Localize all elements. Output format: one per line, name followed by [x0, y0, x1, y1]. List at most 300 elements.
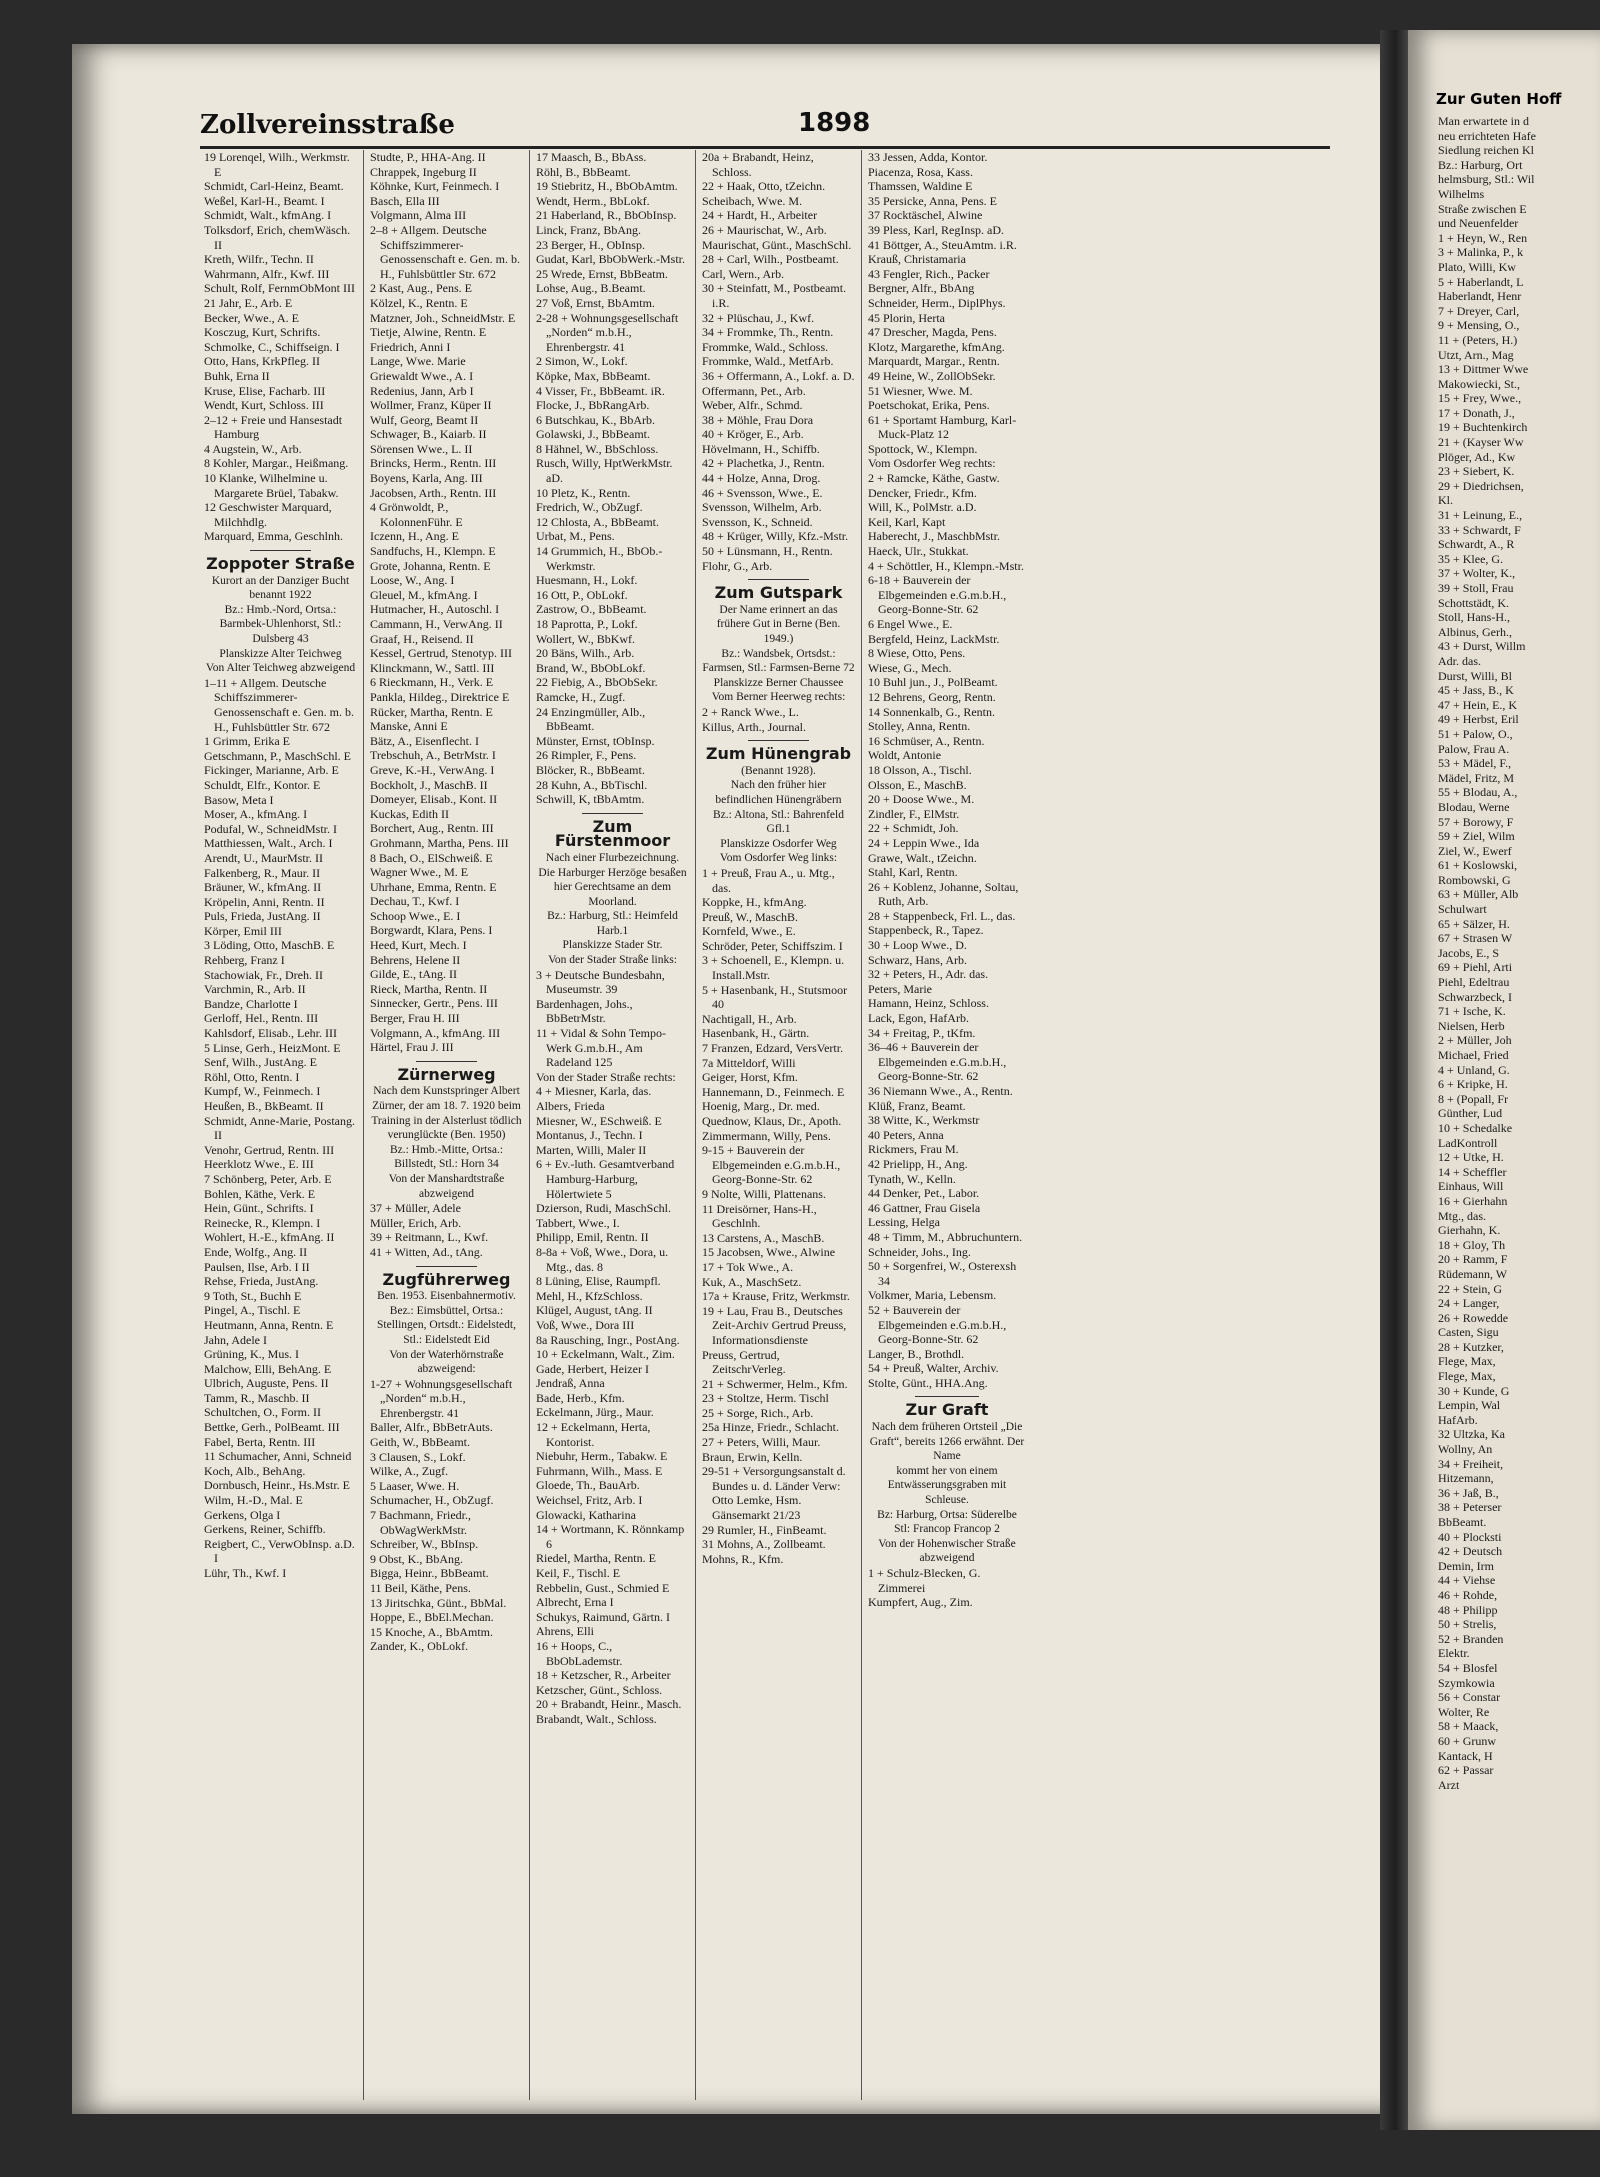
directory-entry: Hövelmann, H., Schiffb.: [702, 441, 820, 456]
right-page-line: 33 + Schwardt, F: [1438, 522, 1521, 537]
directory-entry: 24 + Hardt, H., Arbeiter: [702, 208, 818, 223]
directory-entry: Kröpelin, Anni, Rentn. II: [204, 894, 325, 909]
directory-entry: Heußen, B., BkBeamt. II: [204, 1099, 324, 1113]
section-divider: [915, 1396, 978, 1397]
directory-entry: Dzierson, Rudi, MaschSchl.: [536, 1201, 671, 1216]
directory-entry: Will, K., PolMstr. a.D.: [868, 500, 977, 515]
street-heading: Zum Gutspark: [714, 583, 843, 603]
right-page-line: Szymkowia: [1438, 1675, 1495, 1690]
right-page-line: 11 + (Peters, H.): [1438, 332, 1518, 347]
directory-entry: 12 Chlosta, A., BbBeamt.: [536, 514, 659, 529]
directory-entry: 1–11 + Allgem. Deutsche Schiffszimmerer-Genossenschaft e. Gen. m. b. H., Fuhlsbüttler Str. 672: [204, 675, 354, 734]
directory-entry: Marquard, Emma, Geschlnh.: [204, 529, 343, 544]
directory-entry: Poetschokat, Erika, Pens.: [868, 398, 990, 413]
directory-entry: 3 Clausen, S., Lokf.: [370, 1449, 466, 1464]
directory-entry: Rücker, Martha, Rentn. E: [370, 704, 493, 719]
street-description: Nach den früher hier befindlichen Hünengräbern: [715, 779, 842, 806]
header-page-number: 1898: [798, 108, 871, 138]
right-page-line: 69 + Piehl, Arti: [1438, 960, 1513, 975]
right-page-line: 30 + Kunde, G: [1438, 1383, 1510, 1398]
right-page-line: 56 + Constar: [1438, 1690, 1501, 1705]
right-page-line: Utzt, Arn., Mag: [1438, 347, 1514, 362]
directory-entry: 45 Plorin, Herta: [868, 310, 945, 325]
directory-entry: Stahl, Karl, Rentn.: [868, 865, 958, 880]
directory-entry: Maurischat, Günt., MaschSchl.: [702, 237, 852, 252]
directory-entry: Bettke, Gerh., PolBeamt. III: [204, 1420, 340, 1435]
directory-entry: 20 + Brabandt, Heinr., Masch.: [536, 1697, 682, 1712]
directory-entry: Ramcke, H., Zugf.: [536, 689, 626, 704]
street-description: Von Alter Teichweg abzweigend: [205, 662, 356, 675]
street-description: Bz: Harburg, Ortsa: Süderelbe Stl: Francop Francop 2: [877, 1508, 1017, 1536]
right-page-line: 47 + Hein, E., K: [1438, 697, 1518, 712]
right-page-line: 17 + Donath, J.,: [1438, 405, 1515, 420]
directory-entry: 4 Augstein, W., Arb.: [204, 441, 302, 456]
directory-entry: 18 Olsson, A., Tischl.: [868, 762, 972, 777]
directory-entry: Iczenn, H., Ang. E: [370, 529, 459, 544]
street-description: kommt her von einem Entwässerungsgraben mit Schleuse.: [887, 1464, 1007, 1507]
right-page-line: Gierhahn, K.: [1438, 1223, 1501, 1238]
right-page-line: 22 + Stein, G: [1438, 1281, 1503, 1296]
right-page-line: HafArb.: [1438, 1412, 1478, 1427]
directory-entry: Trebschuh, A., BetrMstr. I: [370, 748, 496, 763]
directory-entry: Ende, Wolfg., Ang. II: [204, 1244, 308, 1259]
directory-entry: 11 Beil, Käthe, Pens.: [370, 1581, 471, 1595]
directory-entry: 61 + Sportamt Hamburg, Karl-Muck-Platz 12: [868, 412, 1017, 442]
directory-entry: Zimmermann, Willy, Pens.: [702, 1128, 831, 1143]
directory-entry: Griewaldt Wwe., A. I: [370, 368, 474, 383]
directory-entry: 10 Buhl jun., J., PolBeamt.: [868, 675, 998, 690]
directory-entry: 5 + Hasenbank, H., Stutsmoor 40: [702, 982, 848, 1012]
directory-entry: Klotz, Margarethe, kfmAng.: [868, 339, 1005, 354]
directory-entry: 27 + Peters, Willi, Maur.: [702, 1435, 821, 1450]
directory-entry: Boyens, Karla, Ang. III: [370, 471, 483, 486]
directory-entry: 22 Fiebig, A., BbObSekr.: [536, 675, 658, 690]
directory-entry: Jahn, Adele I: [204, 1332, 267, 1347]
right-page-line: Wollny, An: [1438, 1442, 1493, 1457]
directory-entry: Albrecht, Erna I: [536, 1595, 614, 1610]
directory-entry: 11 Dreisörner, Hans-H., Geschlnh.: [702, 1201, 817, 1231]
right-page-line: Makowiecki, St.,: [1438, 376, 1520, 391]
directory-entry: Ahrens, Elli: [536, 1624, 594, 1639]
right-page-line: Schottstädt, K.: [1438, 595, 1509, 610]
right-page-line: helmsburg, Stl.: Wil: [1438, 172, 1535, 187]
right-page-line: 65 + Sälzer, H.: [1438, 916, 1510, 931]
directory-entry: 4 Visser, Fr., BbBeamt. iR.: [536, 383, 665, 398]
directory-entry: Frommke, Wald., MetfArb.: [702, 354, 834, 369]
directory-entry: 35 Persicke, Anna, Pens. E: [868, 193, 997, 208]
directory-entry: Ketzscher, Günt., Schloss.: [536, 1682, 663, 1697]
directory-entry: 29 Rumler, H., FinBeamt.: [702, 1522, 827, 1537]
directory-entry: Tamm, R., Maschb. II: [204, 1390, 310, 1405]
directory-entry: 30 + Loop Wwe., D.: [868, 938, 967, 953]
directory-entry: Kuckas, Edith II: [370, 806, 449, 821]
right-page-line: 29 + Diedrichsen,: [1438, 478, 1524, 493]
directory-entry: 25a Hinze, Friedr., Schlacht.: [702, 1420, 839, 1435]
right-page-line: Blodau, Werne: [1438, 799, 1510, 814]
directory-entry: Montanus, J., Techn. I: [536, 1128, 643, 1143]
directory-entry: Vom Osdorfer Weg rechts:: [868, 456, 996, 471]
right-page-line: Flege, Max,: [1438, 1369, 1496, 1384]
directory-entry: Basch, Ella III: [370, 193, 440, 208]
directory-entry: 42 + Plachetka, J., Rentn.: [702, 456, 825, 471]
directory-entry: Bardenhagen, Johs., BbBetrMstr.: [536, 996, 633, 1026]
directory-entry: 20 + Doose Wwe., M.: [868, 792, 975, 807]
directory-entry: Grüning, K., Mus. I: [204, 1347, 299, 1362]
directory-entry: Tabbert, Wwe., I.: [536, 1215, 620, 1230]
directory-entry: 46 + Svensson, Wwe., E.: [702, 485, 823, 500]
directory-entry: 36 Niemann Wwe., A., Rentn.: [868, 1084, 1013, 1098]
right-page-line: Mädel, Fritz, M: [1438, 770, 1514, 785]
directory-entry: Gerloff, Hel., Rentn. III: [204, 1011, 319, 1026]
directory-entry: 15 Knoche, A., BbAmtm.: [370, 1624, 493, 1639]
directory-entry: 12 Behrens, Georg, Rentn.: [868, 689, 996, 704]
directory-entry: 28 Kuhn, A., BbTischl.: [536, 777, 648, 792]
directory-entry: 2–12 + Freie und Hansestadt Hamburg: [204, 412, 343, 442]
directory-entry: Gerkens, Olga I: [204, 1507, 281, 1522]
directory-entry: Fuhrmann, Wilh., Mass. E: [536, 1463, 663, 1478]
street-description: Vom Berner Heerweg rechts:: [711, 691, 846, 704]
right-page-line: Günther, Lud: [1438, 1106, 1503, 1121]
directory-entry: Schneider, Herm., DiplPhys.: [868, 295, 1006, 310]
directory-entry: Reinecke, R., Klempn. I: [204, 1215, 321, 1230]
right-page-line: Wilhelms: [1438, 186, 1485, 201]
directory-entry: Kessel, Gertrud, Stenotyp. III: [370, 646, 512, 661]
directory-entry: Albers, Frieda: [536, 1099, 605, 1113]
directory-entry: 21 + Schwermer, Helm., Kfm.: [702, 1376, 848, 1391]
right-page-line: 40 + Plocksti: [1438, 1529, 1502, 1544]
directory-entry: 44 Denker, Pet., Labor.: [868, 1186, 980, 1201]
directory-entry: Linck, Franz, BbAng.: [536, 222, 641, 237]
right-page-line: 45 + Jass, B., K: [1438, 683, 1514, 698]
column-2: [364, 150, 530, 2100]
directory-entry: Marquardt, Margar., Rentn.: [868, 354, 1000, 369]
directory-entry: 50 + Sorgenfrei, W., Osterexsh 34: [868, 1259, 1017, 1288]
directory-entry: Wagner Wwe., M. E: [370, 865, 469, 880]
directory-entry: Huesmann, H., Lokf.: [536, 573, 638, 588]
directory-entry: Rusch, Willy, HptWerkMstr. aD.: [536, 456, 673, 486]
directory-entry: 3 + Deutsche Bundesbahn, Museumstr. 39: [536, 967, 665, 997]
directory-entry: 21 Haberland, R., BbObInsp.: [536, 208, 677, 223]
directory-entry: Schwill, K, tBbAmtm.: [536, 792, 645, 807]
directory-entry: Lack, Egon, HafArb.: [868, 1011, 969, 1026]
directory-entry: 6-18 + Bauverein der Elbgemeinden e.G.m.b.H., Georg-Bonne-Str. 62: [868, 573, 1007, 617]
right-page-line: Schwarzbeck, I: [1438, 989, 1512, 1004]
directory-entry: Stolte, Günt., HHA.Ang.: [868, 1375, 988, 1390]
directory-entry: Frommke, Wald., Schloss.: [702, 339, 829, 354]
next-page-edge: [1408, 30, 1600, 2130]
directory-entry: 17a + Krause, Fritz, Werkmstr.: [702, 1289, 850, 1304]
directory-entry: 6 Engel Wwe., E.: [868, 617, 953, 631]
directory-entry: Peters, Marie: [868, 981, 932, 996]
right-page-line: 42 + Deutsch: [1438, 1544, 1503, 1559]
directory-entry: Buhk, Erna II: [204, 368, 270, 383]
directory-entry: Brand, W., BbObLokf.: [536, 660, 646, 675]
directory-entry: 36–46 + Bauverein der Elbgemeinden e.G.m.b.H., Georg-Bonne-Str. 62: [868, 1040, 1007, 1084]
directory-entry: Wohlert, H.-E., kfmAng. II: [204, 1230, 335, 1245]
directory-entry: Rehse, Frieda, JustAng.: [204, 1274, 319, 1289]
right-page-line: Wolter, Re: [1438, 1704, 1490, 1719]
right-page-line: 23 + Siebert, K.: [1438, 464, 1515, 479]
directory-entry: 39 Pless, Karl, RegInsp. aD.: [868, 222, 1004, 237]
directory-entry: Rebbelin, Gust., Schmied E: [536, 1580, 670, 1595]
directory-entry: 9 Toth, St., Buchh E: [204, 1288, 302, 1303]
right-page-line: 28 + Kutzker,: [1438, 1339, 1504, 1354]
directory-entry: Hoppe, E., BbEl.Mechan.: [370, 1610, 494, 1625]
street-description: Bz.: Hmb.-Mitte, Ortsa.: Billstedt, Stl.: Horn 34: [389, 1143, 504, 1171]
directory-entry: 28 + Stappenbeck, Frl. L., das.: [868, 908, 1016, 923]
directory-entry: Pingel, A., Tischl. E: [204, 1303, 301, 1318]
right-page-line: und Neuenfelder: [1438, 216, 1519, 231]
directory-entry: 36 + Offermann, A., Lokf. a. D.: [702, 368, 855, 383]
directory-entry: Schumacher, H., ObZugf.: [370, 1493, 494, 1508]
directory-entry: 8 Bach, O., ElSchweiß. E: [370, 850, 493, 865]
right-page-line: 1 + Heyn, W., Ren: [1438, 230, 1528, 245]
directory-entry: 34 + Frommke, Th., Rentn.: [702, 325, 834, 340]
directory-entry: 49 Heine, W., ZollObSekr.: [868, 368, 996, 383]
directory-entry: Stolley, Anna, Rentn.: [868, 719, 971, 734]
directory-entry: 19 Lorenqel, Wilh., Werkmstr. E: [204, 150, 350, 179]
directory-entry: 9 Nolte, Willi, Plattenans.: [702, 1186, 826, 1201]
directory-entry: 1 Grimm, Erika E: [204, 734, 290, 749]
right-page-line: 54 + Blosfel: [1438, 1660, 1498, 1675]
directory-entry: Kahlsdorf, Elisab., Lehr. III: [204, 1026, 337, 1041]
directory-entry: Lühr, Th., Kwf. I: [204, 1566, 287, 1580]
street-heading: Zum Hünengrab: [705, 744, 852, 764]
right-page-line: Kl.: [1438, 493, 1453, 508]
right-page-line: 14 + Scheffler: [1438, 1164, 1507, 1179]
directory-entry: 41 Böttger, A., SteuAmtm. i.R.: [868, 237, 1017, 252]
street-description: Von der Hohenwischer Straße abzweigend: [878, 1537, 1016, 1565]
right-page-line: 21 + (Kayser Ww: [1438, 435, 1524, 450]
street-description: Bz.: Altona, Stl.: Bahrenfeld Gfl.1: [713, 808, 844, 836]
directory-entry: 24 + Leppin Wwe., Ida: [868, 835, 980, 850]
directory-entry: Lohse, Aug., B.Beamt.: [536, 281, 646, 296]
directory-entry: Heed, Kurt, Mech. I: [370, 938, 467, 953]
directory-entry: Krauß, Christamaria: [868, 252, 966, 267]
street-description: Bez.: Eimsbüttel, Ortsa.: Stellingen, Ortsdt.: Eidelstedt, Stl.: Eidelstedt Eid: [377, 1304, 516, 1346]
directory-entry: Gloede, Th., BauArb.: [536, 1478, 640, 1493]
directory-entry: 7a Mitteldorf, Willi: [702, 1055, 796, 1070]
directory-entry: Wollmer, Franz, Küper II: [370, 398, 492, 413]
directory-entry: Schmidt, Anne-Marie, Postang. II: [204, 1113, 355, 1143]
street-description: Nach dem früheren Ortsteil „Die Graft“, bereits 1266 erwähnt. Der Name: [869, 1421, 1025, 1463]
directory-entry: Härtel, Frau J. III: [370, 1040, 454, 1055]
directory-entry: Pankla, Hildeg., Direktrice E: [370, 689, 510, 704]
right-page-line: 51 + Palow, O.,: [1438, 726, 1513, 741]
directory-entry: Koppke, H., kfmAng.: [702, 895, 807, 910]
right-page-line: 24 + Langer,: [1438, 1296, 1500, 1311]
directory-entry: 30 + Steinfatt, M., Postbeamt. i.R.: [702, 281, 847, 310]
directory-entry: 5 Laaser, Wwe. H.: [370, 1478, 460, 1493]
directory-entry: Geith, W., BbBeamt.: [370, 1435, 470, 1450]
directory-entry: Gudat, Karl, BbObWerk.-Mstr.: [536, 252, 686, 267]
directory-entry: 3 Löding, Otto, MaschB. E: [204, 938, 335, 953]
directory-entry: Schult, Rolf, FernmObMont III: [204, 281, 355, 296]
directory-entry: Killus, Arth., Journal.: [702, 719, 806, 734]
directory-entry: Friedrich, Anni I: [370, 339, 451, 354]
directory-entry: Tolksdorf, Erich, chemWäsch. II: [204, 222, 351, 252]
directory-entry: 31 Mohns, A., Zollbeamt.: [702, 1537, 826, 1552]
directory-entry: Schmidt, Carl-Heinz, Beamt.: [204, 179, 344, 194]
directory-entry: 9-15 + Bauverein der Elbgemeinden e.G.m.b.H., Georg-Bonne-Str. 62: [702, 1143, 841, 1187]
right-page-line: Albinus, Gerh.,: [1438, 624, 1512, 639]
directory-entry: 25 + Sorge, Rich., Arb.: [702, 1405, 814, 1420]
directory-entry: 7 Franzen, Edzard, VersVertr.: [702, 1041, 844, 1056]
directory-entry: 37 + Müller, Adele: [370, 1201, 461, 1216]
directory-entry: Hoenig, Marg., Dr. med.: [702, 1099, 820, 1114]
right-page-line: 6 + Kripke, H.: [1438, 1077, 1508, 1092]
directory-entry: Riedel, Martha, Rentn. E: [536, 1551, 656, 1566]
directory-entry: Greve, K.-H., VerwAng. I: [370, 762, 495, 777]
directory-entry: Spottock, W., Klempn.: [868, 441, 978, 456]
right-page-line: Casten, Sigu: [1438, 1325, 1499, 1340]
directory-entry: Volgmann, A., kfmAng. III: [370, 1025, 501, 1040]
right-page-line: Rüdemann, W: [1438, 1266, 1508, 1281]
directory-entry: Langer, B., Brothdl.: [868, 1346, 965, 1361]
directory-entry: 41 + Witten, Ad., tAng.: [370, 1244, 483, 1259]
directory-entry: 8 Hähnel, W., BbSchloss.: [536, 441, 659, 456]
directory-entry: Gerkens, Reiner, Schiffb.: [204, 1522, 326, 1537]
right-page-line: Durst, Willi, Bl: [1438, 668, 1512, 683]
street-heading: Zoppoter Straße: [206, 554, 355, 574]
directory-entry: 9 Obst, K., BbAng.: [370, 1551, 464, 1566]
directory-entry: Cammann, H., VerwAng. II: [370, 617, 503, 631]
directory-entry: 4 + Miesner, Karla, das.: [536, 1084, 652, 1099]
right-page-line: 9 + Mensing, O.,: [1438, 318, 1520, 333]
directory-entry: 48 + Krüger, Willy, Kfz.-Mstr.: [702, 529, 849, 544]
directory-entry: 8 Kohler, Margar., Heißmang.: [204, 456, 349, 471]
directory-entry: 34 + Freitag, P., tKfm.: [868, 1025, 976, 1040]
directory-entry: Chrappek, Ingeburg II: [370, 164, 477, 179]
right-page-line: Rombowski, G: [1438, 872, 1511, 887]
directory-entry: Zindler, F., ElMstr.: [868, 806, 960, 821]
directory-entry: 1 + Preuß, Frau A., u. Mtg., das.: [702, 865, 835, 895]
directory-entry: Jacobsen, Arth., Rentn. III: [370, 485, 497, 500]
directory-entry: 26 Rimpler, F., Pens.: [536, 748, 637, 763]
directory-entry: Kornfeld, Wwe., E.: [702, 924, 796, 939]
street-description: (Benannt 1928).: [741, 764, 816, 777]
right-page-line: 13 + Dittmer Wwe: [1438, 362, 1529, 377]
directory-entry: 2 + Ramcke, Käthe, Gastw.: [868, 471, 1000, 486]
columns: [198, 150, 1332, 2100]
directory-entry: 51 Wiesner, Wwe. M.: [868, 383, 973, 398]
directory-entry: 37 Rocktäschel, Alwine: [868, 208, 983, 223]
directory-entry: Graaf, H., Reisend. II: [370, 631, 474, 646]
directory-entry: Glowacki, Katharina: [536, 1507, 636, 1522]
section-divider: [748, 579, 809, 580]
right-page-line: 18 + Gloy, Th: [1438, 1237, 1506, 1252]
street-description: Planskizze Alter Teichweg: [219, 647, 342, 660]
directory-entry: Weber, Alfr., Schmd.: [702, 398, 803, 413]
directory-entry: Bigga, Heinr., BbBeamt.: [370, 1566, 489, 1581]
directory-entry: Gade, Herbert, Heizer I: [536, 1361, 649, 1376]
right-page-line: 39 + Stoll, Frau: [1438, 581, 1514, 595]
street-description: Planskizze Osdorfer Weg: [720, 837, 837, 850]
right-page-line: Jacobs, E., S: [1438, 945, 1499, 960]
directory-entry: 47 Drescher, Magda, Pens.: [868, 325, 997, 340]
directory-entry: Malchow, Elli, BehAng. E: [204, 1361, 332, 1376]
directory-entry: Fredrich, W., ObZugf.: [536, 500, 643, 515]
right-page-line: 44 + Viehse: [1438, 1573, 1496, 1588]
street-description: Ben. 1953. Eisenbahnermotiv.: [377, 1290, 516, 1303]
directory-entry: Baller, Alfr., BbBetrAuts.: [370, 1420, 493, 1435]
directory-entry: Falkenberg, R., Maur. II: [204, 865, 321, 880]
directory-entry: Senf, Wilh., JustAng. E: [204, 1055, 317, 1070]
directory-entry: 3 + Schoenell, E., Klempn. u. Install.Mstr.: [702, 953, 845, 983]
directory-entry: 10 + Eckelmann, Walt., Zim.: [536, 1347, 675, 1362]
street-description: Vom Osdorfer Weg links:: [719, 852, 838, 865]
directory-entry: 2–8 + Allgem. Deutsche Schiffszimmerer-Genossenschaft e. Gen. m. b. H., Fuhlsbüttler Str. 672: [370, 222, 520, 281]
right-page-line: 36 + Jaß, B.,: [1438, 1485, 1499, 1500]
directory-entry: Philipp, Emil, Rentn. II: [536, 1230, 649, 1245]
right-page-line: 15 + Frey, Wwe.,: [1438, 391, 1522, 406]
right-page-line: Hitzemann,: [1438, 1471, 1494, 1486]
directory-entry: Dencker, Friedr., Kfm.: [868, 485, 977, 500]
directory-entry: 17 Maasch, B., BbAss.: [536, 150, 647, 164]
directory-entry: 17 + Tok Wwe., A.: [702, 1259, 794, 1274]
directory-entry: Domeyer, Elisab., Kont. II: [370, 792, 498, 807]
directory-entry: Hannemann, D., Feinmech. E: [702, 1084, 845, 1099]
directory-entry: 13 Carstens, A., MaschB.: [702, 1230, 825, 1245]
directory-entry: Redenius, Jann, Arb I: [370, 383, 474, 398]
street-description: Die Harburger Herzöge besaßen hier Gerechtsame an dem Moorland.: [538, 866, 687, 908]
directory-entry: 2 Simon, W., Lokf.: [536, 354, 628, 369]
directory-entry: 12 + Eckelmann, Herta, Kontorist.: [536, 1420, 651, 1449]
section-divider: [416, 1266, 477, 1267]
right-page-line: Schwardt, A., R: [1438, 537, 1515, 552]
directory-entry: Lange, Wwe. Marie: [370, 354, 466, 369]
directory-entry: 27 Voß, Ernst, BbAmtm.: [536, 295, 655, 310]
directory-entry: Kruse, Elise, Facharb. III: [204, 383, 326, 398]
right-page-line: 59 + Ziel, Wilm: [1438, 829, 1515, 844]
directory-entry: 1 + Schulz-Blecken, G. Zimmerei: [868, 1566, 981, 1595]
directory-entry: Voß, Wwe., Dora III: [536, 1317, 635, 1332]
directory-entry: Schuldt, Elfr., Kontor. E: [204, 777, 321, 792]
directory-entry: Olsson, E., MaschB.: [868, 777, 967, 792]
right-page-line: Ziel, W., Ewerf: [1438, 843, 1512, 858]
directory-entry: Marten, Willi, Maler II: [536, 1142, 647, 1157]
directory-entry: Mohns, R., Kfm.: [702, 1551, 784, 1566]
directory-entry: 48 + Timm, M., Abbruchuntern.: [868, 1229, 1023, 1244]
directory-entry: Grohmann, Martha, Pens. III: [370, 835, 509, 850]
directory-entry: Kosczug, Kurt, Schrifts.: [204, 325, 321, 340]
right-page-line: 53 + Mädel, F.,: [1438, 756, 1512, 771]
right-page-line: 52 + Branden: [1438, 1631, 1504, 1646]
directory-entry: Schoop Wwe., E. I: [370, 908, 461, 923]
directory-entry: Grote, Johanna, Rentn. E: [370, 558, 491, 573]
section-divider: [250, 550, 311, 551]
right-page-line: 5 + Haberlandt, L: [1438, 274, 1524, 289]
column-3: [530, 150, 696, 2100]
directory-entry: Schneider, Johs., Ing.: [868, 1244, 971, 1259]
right-page-line: Arzt: [1438, 1777, 1460, 1792]
directory-entry: Studte, P., HHA-Ang. II: [370, 150, 486, 164]
directory-entry: Behrens, Helene II: [370, 952, 461, 967]
directory-entry: 54 + Preuß, Walter, Archiv.: [868, 1361, 999, 1376]
right-page-line: Kantack, H: [1438, 1748, 1493, 1763]
directory-entry: Heutmann, Anna, Rentn. E: [204, 1317, 334, 1332]
directory-entry: Schröder, Peter, Schiffszim. I: [702, 938, 843, 953]
directory-entry: 16 + Hoops, C., BbObLademstr.: [536, 1638, 623, 1668]
directory-entry: Fickinger, Marianne, Arb. E: [204, 763, 339, 778]
directory-entry: Hamann, Heinz, Schloss.: [868, 996, 989, 1011]
directory-entry: Weichsel, Fritz, Arb. I: [536, 1493, 643, 1508]
directory-entry: Dechau, T., Kwf. I: [370, 894, 460, 909]
right-page-line: LadKontroll: [1438, 1135, 1498, 1150]
directory-entry: Flocke, J., BbRangArb.: [536, 398, 650, 413]
directory-entry: Svensson, Wilhelm, Arb.: [702, 500, 822, 515]
directory-entry: 32 + Peters, H., Adr. das.: [868, 967, 989, 982]
